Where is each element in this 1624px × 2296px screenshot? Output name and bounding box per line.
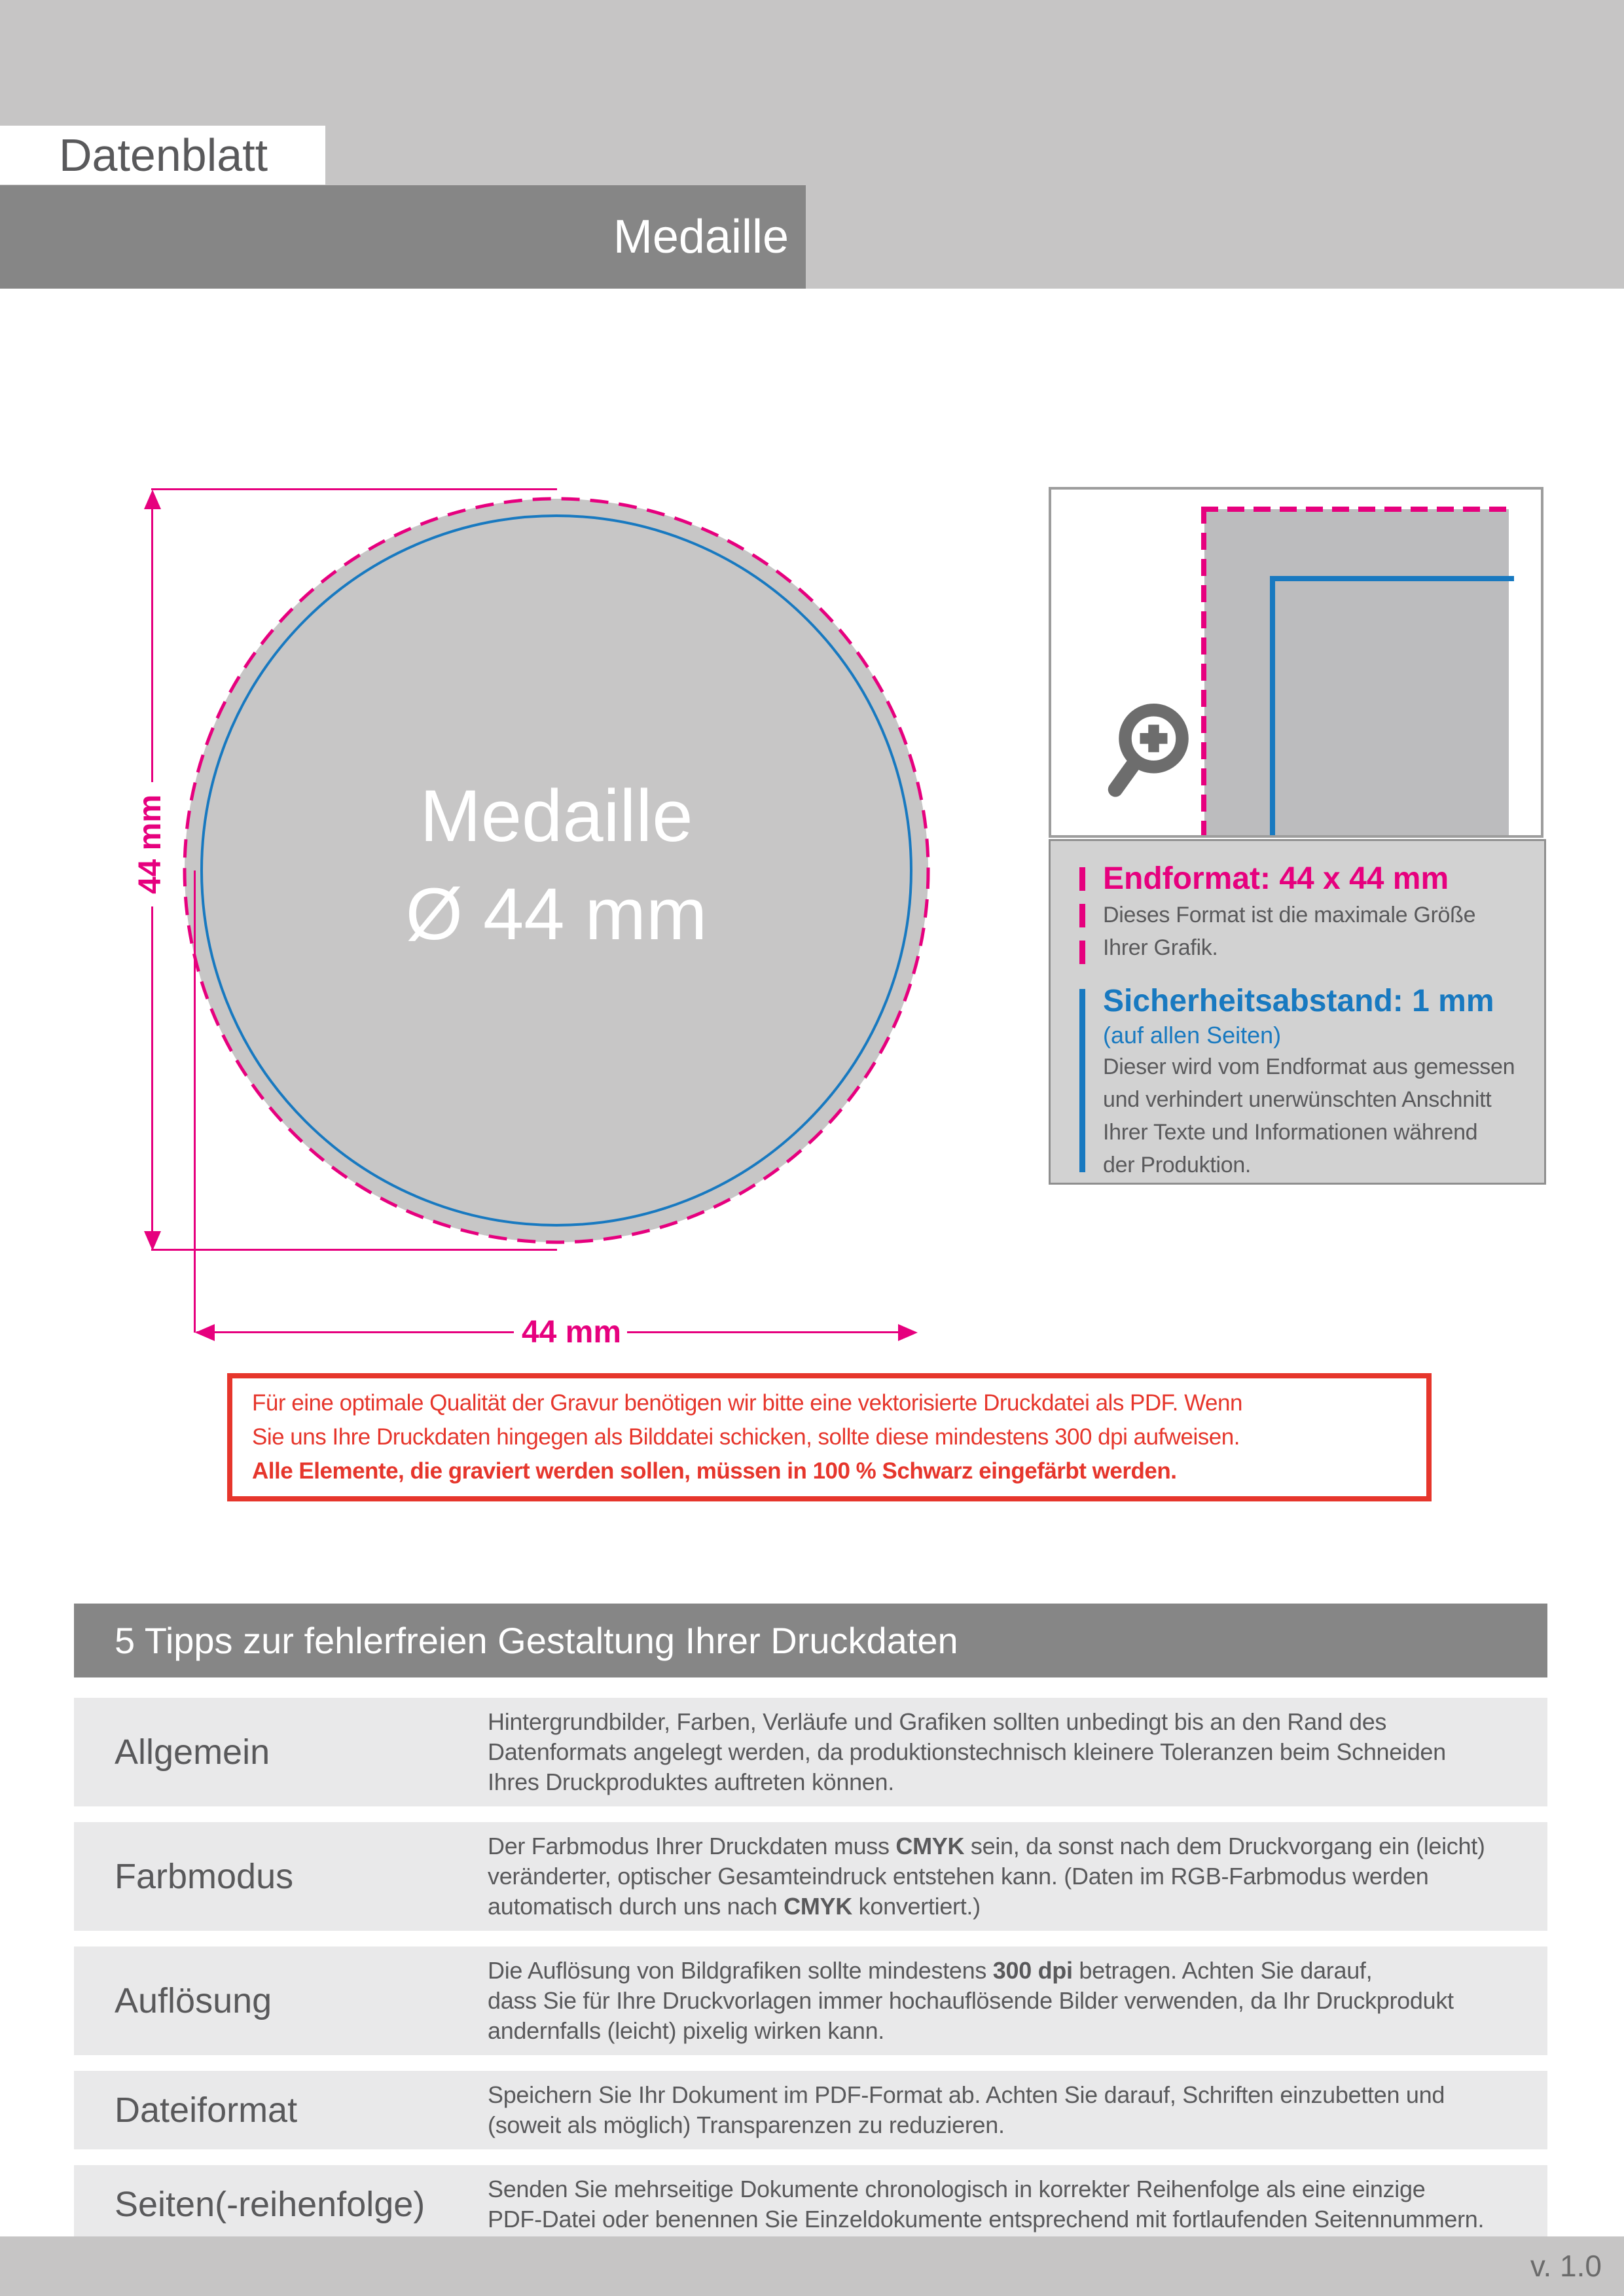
endformat-dashed-line-sample (1079, 867, 1085, 965)
doc-label: Datenblatt (59, 130, 268, 181)
tip-row-text-line: Die Auflösung von Bildgrafiken sollte mindestens 300 dpi betragen. Achten Sie darauf, (488, 1957, 1373, 1984)
detail-safety-line (1270, 576, 1514, 581)
detail-safety-line (1270, 576, 1275, 835)
endformat-desc-line: Ihrer Grafik. (1103, 935, 1218, 960)
engraving-warning-box (227, 1373, 1432, 1501)
table-row (74, 1946, 1547, 2055)
legend-spacer (1103, 964, 1535, 982)
tips-table (74, 1698, 1547, 2244)
table-row (74, 2165, 1547, 2244)
product-title: Medaille (613, 211, 789, 263)
tip-row-text-line: Senden Sie mehrseitige Dokumente chronologisch in korrekter Reihenfolge als eine einzige (488, 2176, 1426, 2202)
footer-band (0, 2236, 1624, 2296)
tip-row-text (488, 2071, 1547, 2149)
doc-label-box (0, 126, 325, 185)
zoom-detail-panel (1049, 487, 1543, 838)
table-row (74, 2071, 1547, 2149)
safety-subtitle: (auf allen Seiten) (1103, 1022, 1282, 1049)
safety-solid-line-sample (1079, 989, 1085, 1172)
legend-text (1103, 859, 1535, 1181)
endformat-title: Endformat: 44 x 44 mm (1103, 861, 1449, 896)
width-dimension-label: 44 mm (521, 1315, 622, 1350)
detail-artwork-area (1204, 509, 1509, 835)
table-row (74, 1822, 1547, 1931)
top-extension-line (151, 488, 557, 490)
arrow-down-icon (144, 1231, 161, 1251)
tip-row-label: Auflösung (115, 1981, 272, 2020)
tip-row-text-line: PDF-Datei oder benennen Sie Einzeldokumente entsprechend mit fortlaufenden Seitennummern. (488, 2206, 1485, 2233)
medal-size-line1: Medaille (420, 775, 693, 857)
tip-row-text-line: Hintergrundbilder, Farben, Verläufe und Grafiken sollten unbedingt bis an den Rand des (488, 1708, 1387, 1735)
tip-row-text-line: Datenformats angelegt werden, da produktionstechnisch kleinere Toleranzen beim Schneiden (488, 1738, 1446, 1765)
warning-line: Sie uns Ihre Druckdaten hingegen als Bilddatei schicken, sollte diese mindestens 300 dpi aufweisen. (252, 1424, 1240, 1450)
tip-row-text-line: dass Sie für Ihre Druckvorlagen immer hochauflösende Bilder verwenden, da Ihr Druckprodukt (488, 1987, 1454, 2014)
legend-box (1049, 839, 1546, 1185)
bottom-extension-line (151, 1249, 557, 1251)
tip-row-label: Dateiformat (115, 2090, 298, 2130)
warning-line: Für eine optimale Qualität der Gravur benötigen wir bitte eine vektorisierte Druckdatei als PDF. Wenn (252, 1390, 1242, 1416)
tip-row-text (488, 1698, 1547, 1806)
safety-desc-line: der Produktion. (1103, 1153, 1252, 1177)
zoom-in-icon (1100, 699, 1198, 810)
tip-row-text (488, 2165, 1547, 2244)
width-dimension-line (627, 1331, 899, 1333)
tip-row-text-line: veränderter, optischer Gesamteindruck entstehen kann. (Daten im RGB-Farbmodus werden (488, 1863, 1429, 1890)
version-label: v. 1.0 (1530, 2249, 1602, 2283)
endformat-desc-line: Dieses Format ist die maximale Größe (1103, 903, 1476, 927)
tips-title-bar (74, 1604, 1547, 1677)
arrow-right-icon (898, 1324, 918, 1341)
height-dimension-line (151, 906, 153, 1234)
tip-row-text-line: (soweit als möglich) Transparenzen zu reduzieren. (488, 2111, 1005, 2138)
tip-row-text (488, 1822, 1547, 1931)
tip-row-text-line: automatisch durch uns nach CMYK konvertiert.) (488, 1893, 981, 1920)
medal-size-label (183, 767, 929, 963)
detail-endformat-line (1201, 507, 1206, 835)
arrow-up-icon (144, 490, 161, 509)
left-extension-line (194, 870, 196, 1333)
height-dimension-line (151, 505, 153, 782)
safety-title: Sicherheitsabstand: 1 mm (1103, 984, 1494, 1018)
arrow-left-icon (195, 1324, 215, 1341)
height-dimension-label: 44 mm (133, 794, 168, 895)
medal-size-line2: Ø 44 mm (405, 873, 708, 955)
tip-row-text-line: andernfalls (leicht) pixelig wirken kann. (488, 2017, 884, 2044)
safety-desc-line: Ihrer Texte und Informationen während (1103, 1120, 1478, 1145)
table-row (74, 1698, 1547, 1806)
tip-row-text-line: Ihres Druckproduktes auftreten können. (488, 1768, 894, 1795)
safety-desc-line: und verhindert unerwünschten Anschnitt (1103, 1087, 1492, 1112)
tip-row-text-line: Der Farbmodus Ihrer Druckdaten muss CMYK sein, da sonst nach dem Druckvorgang ein (leicht) (488, 1833, 1485, 1859)
detail-endformat-line (1201, 507, 1509, 512)
warning-line-bold: Alle Elemente, die graviert werden sollen, müssen in 100 % Schwarz eingefärbt werden. (252, 1458, 1177, 1484)
tip-row-label: Seiten(-reihenfolge) (115, 2185, 425, 2224)
tips-title: 5 Tipps zur fehlerfreien Gestaltung Ihrer Druckdaten (115, 1620, 958, 1661)
product-title-bar (0, 185, 806, 289)
safety-desc-line: Dieser wird vom Endformat aus gemessen (1103, 1054, 1515, 1079)
width-dimension-line (196, 1331, 514, 1333)
tip-row-text-line: Speichern Sie Ihr Dokument im PDF-Format ab. Achten Sie darauf, Schriften einzubetten und (488, 2081, 1445, 2108)
tip-row-label: Farbmodus (115, 1857, 294, 1896)
tip-row-text (488, 1946, 1547, 2055)
tip-row-label: Allgemein (115, 1732, 270, 1772)
